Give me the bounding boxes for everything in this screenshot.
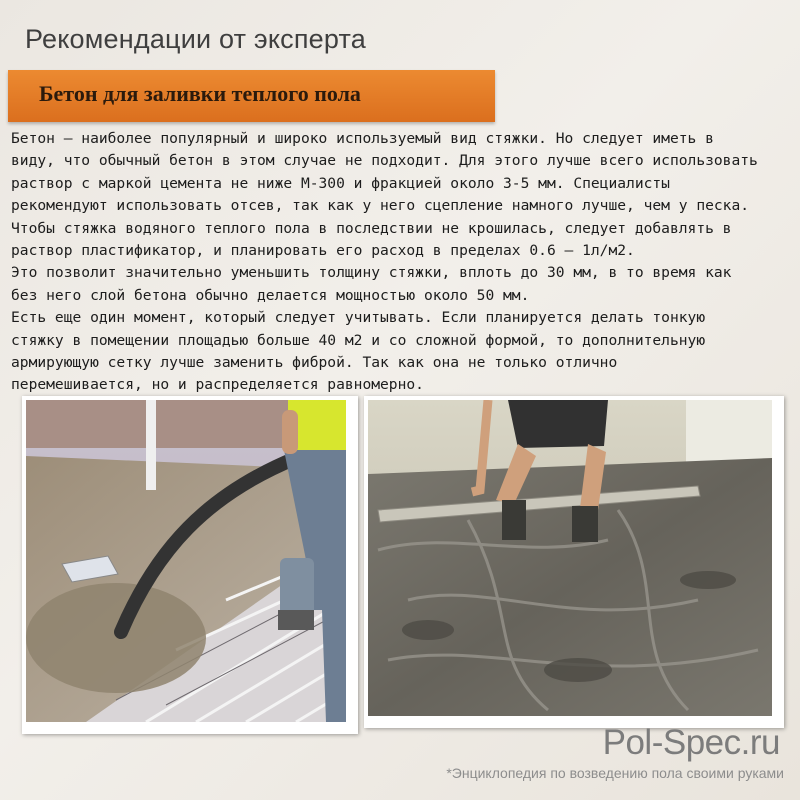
article-line: виду, что обычный бетон в этом случае не подходит. Для этого лучше всего использовать bbox=[11, 152, 758, 170]
article-line: армирующую сетку лучше заменить фиброй. Так как она не только отлично bbox=[11, 354, 618, 372]
article-line: Есть еще один момент, который следует учитывать. Если планируется делать тонкую bbox=[11, 309, 706, 327]
article-line: стяжку в помещении площадью больше 40 м2 и со сложной формой, то дополнительную bbox=[11, 331, 706, 349]
article-line: Чтобы стяжка водяного теплого пола в последствии не крошилась, следует добавлять в bbox=[11, 219, 732, 237]
section-banner bbox=[8, 70, 495, 122]
article-line: Это позволит значительно уменьшить толщину стяжки, вплоть до 30 мм, в то время как bbox=[11, 264, 732, 282]
page-title: Рекомендации от эксперта bbox=[25, 24, 366, 54]
leveling-concrete-illustration bbox=[368, 400, 772, 716]
photo-pouring-screed bbox=[22, 396, 358, 734]
article-line: раствор с маркой цемента не ниже М-300 и фракцией около 3-5 мм. Специалисты bbox=[11, 174, 670, 192]
article-body bbox=[11, 128, 791, 397]
article-line: рекомендуют использовать отсев, так как у него сцепление намного лучше, чем у песка. bbox=[11, 197, 750, 215]
article-line: раствор пластификатор, и планировать его расход в пределах 0.6 – 1л/м2. bbox=[11, 242, 635, 260]
article-line: перемешивается, но и распределяется равномерно. bbox=[11, 376, 424, 394]
brand-tagline: *Энциклопедия по возведению пола своими руками bbox=[446, 765, 784, 781]
photo-leveling-concrete bbox=[364, 396, 784, 728]
article-line: Бетон — наиболее популярный и широко используемый вид стяжки. Но следует иметь в bbox=[11, 130, 714, 147]
section-title: Бетон для заливки теплого пола bbox=[39, 81, 361, 106]
pouring-screed-illustration bbox=[26, 400, 346, 722]
article-line: без него слой бетона обычно делается мощностью около 50 мм. bbox=[11, 286, 530, 304]
brand-logo-text: Pol-Spec.ru bbox=[602, 723, 780, 762]
